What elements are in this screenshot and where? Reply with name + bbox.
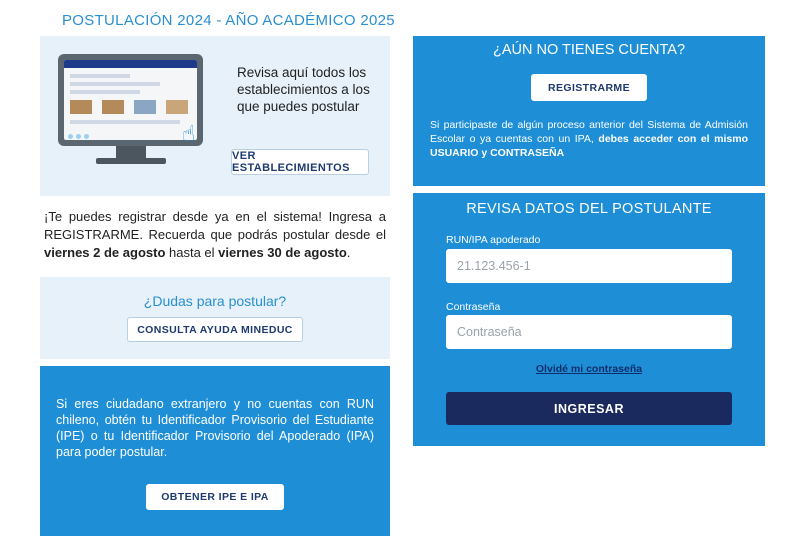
page-title: POSTULACIÓN 2024 - AÑO ACADÉMICO 2025: [62, 12, 395, 29]
establishments-card: [40, 36, 390, 196]
run-input[interactable]: [446, 249, 732, 283]
monitor-illustration: [58, 54, 203, 166]
start-date: viernes 2 de agosto: [44, 245, 166, 260]
run-label: RUN/IPA apoderado: [446, 234, 541, 246]
no-account-description: Si participaste de algún proceso anterior del Sistema de Admisión Escolar o ya cuentas con un IPA, debes acceder con el mismo USUARIO y CONTRASEÑA: [430, 119, 749, 159]
view-establishments-button[interactable]: VER ESTABLECIMIENTOS: [231, 149, 369, 175]
password-input[interactable]: [446, 315, 732, 349]
help-card: [40, 277, 390, 359]
pointing-hand-icon: ☝: [182, 121, 196, 146]
password-label: Contraseña: [446, 301, 501, 313]
help-title: ¿Dudas para postular?: [143, 293, 287, 309]
register-button[interactable]: REGISTRARME: [531, 74, 647, 101]
forgot-password-link[interactable]: Olvidé mi contraseña: [535, 363, 643, 375]
obtain-ipe-ipa-button[interactable]: OBTENER IPE E IPA: [146, 484, 284, 510]
consult-help-button[interactable]: CONSULTA AYUDA MINEDUC: [127, 317, 303, 342]
login-card: [413, 193, 765, 446]
login-submit-button[interactable]: INGRESAR: [446, 392, 732, 425]
register-info-paragraph: ¡Te puedes registrar desde ya en el sistema! Ingresa a REGISTRARME. Recuerda que podrás postular desde el viernes 2 de agosto hasta el viernes 30 de agosto.: [44, 209, 386, 260]
login-title: REVISA DATOS DEL POSTULANTE: [466, 201, 712, 217]
no-account-card: [413, 36, 765, 186]
no-account-title: ¿AÚN NO TIENES CUENTA?: [492, 42, 686, 58]
foreigner-card: [40, 366, 390, 536]
foreigner-description: Si eres ciudadano extranjero y no cuentas con RUN chileno, obtén tu Identificador Provisorio del Estudiante (IPE) o tu Identificador Provisorio del Apoderado (IPA) para poder postular.: [56, 397, 374, 459]
same-credentials-notice: debes acceder con el mismo USUARIO y CONTRASEÑA: [430, 133, 749, 159]
establishments-description: Revisa aquí todos los establecimientos a los que puedes postular: [237, 65, 370, 114]
end-date: viernes 30 de agosto: [218, 245, 347, 260]
